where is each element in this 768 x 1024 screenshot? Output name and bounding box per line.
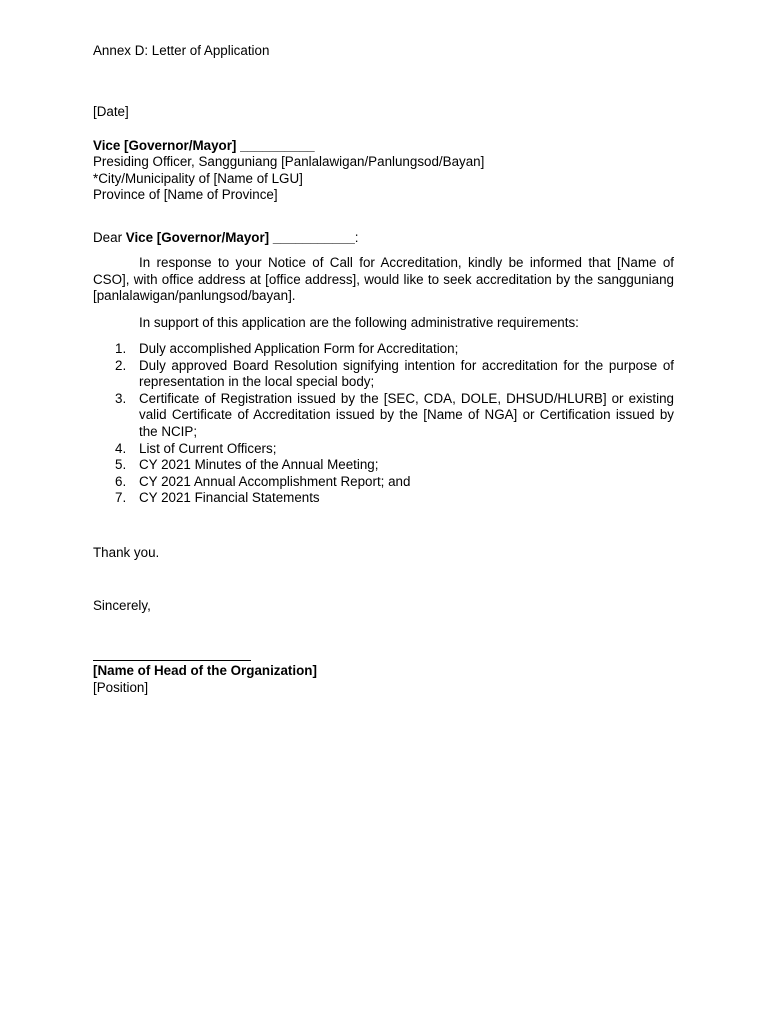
salutation-suffix: : — [354, 230, 359, 245]
list-item-text: List of Current Officers; — [139, 440, 277, 456]
list-item-text: Duly accomplished Application Form for Accreditation; — [139, 341, 459, 356]
list-item — [93, 457, 674, 474]
list-item-text: Duly approved Board Resolution signifying intention for accreditation for the purpose of representation in the local special body; — [139, 357, 674, 390]
signatory-name: [Name of Head of the Organization] — [93, 663, 317, 678]
requirements-list — [93, 341, 674, 507]
recipient-title: Vice [Governor/Mayor] __________ — [93, 138, 315, 153]
list-item-number: 3. — [115, 390, 127, 406]
signatory-position: [Position] — [93, 680, 149, 695]
closing-thanks: Thank you. — [93, 545, 160, 560]
list-item — [93, 341, 674, 358]
recipient-office: Presiding Officer, Sangguniang [Panlalawigan/Panlungsod/Bayan] — [93, 154, 485, 169]
recipient-city: *City/Municipality of [Name of LGU] — [93, 171, 303, 186]
list-item-number: 5. — [115, 457, 127, 473]
letter-date: [Date] — [93, 104, 129, 119]
salutation-name: Vice [Governor/Mayor] ___________ — [125, 230, 355, 245]
salutation-prefix: Dear — [93, 230, 126, 245]
recipient-province: Province of [Name of Province] — [93, 187, 278, 202]
list-item — [93, 490, 674, 507]
list-item-number: 6. — [115, 473, 127, 489]
salutation — [93, 229, 359, 246]
list-item — [93, 441, 674, 458]
body-paragraph-1: In response to your Notice of Call for Accreditation, kindly be informed that [Name of CSO], with office address at [office address], would like to seek accreditation by the sangguniang [panlalawigan/panlungsod/bayan]. — [93, 255, 674, 304]
list-item-text: CY 2021 Minutes of the Annual Meeting; — [139, 457, 379, 473]
list-item-text: Certificate of Registration issued by the [SEC, CDA, DOLE, DHSUD/HLURB] or existing valid Certificate of Accreditation issued by the [Name of NGA] or Certification issued by the NCIP; — [139, 390, 674, 439]
list-item — [93, 358, 674, 391]
list-item-text: CY 2021 Annual Accomplishment Report; and — [139, 473, 411, 489]
list-item-number: 7. — [115, 490, 127, 506]
list-item-text: CY 2021 Financial Statements — [139, 490, 320, 506]
list-item-number: 4. — [115, 440, 127, 456]
list-item-number: 1. — [115, 341, 127, 356]
annex-title: Annex D: Letter of Application — [93, 43, 270, 58]
list-item — [93, 474, 674, 491]
list-item-number: 2. — [115, 357, 127, 373]
list-item — [93, 391, 674, 441]
signature-line — [93, 660, 251, 661]
closing-sincerely: Sincerely, — [93, 598, 151, 613]
body-paragraph-2: In support of this application are the following administrative requirements: — [139, 315, 579, 330]
